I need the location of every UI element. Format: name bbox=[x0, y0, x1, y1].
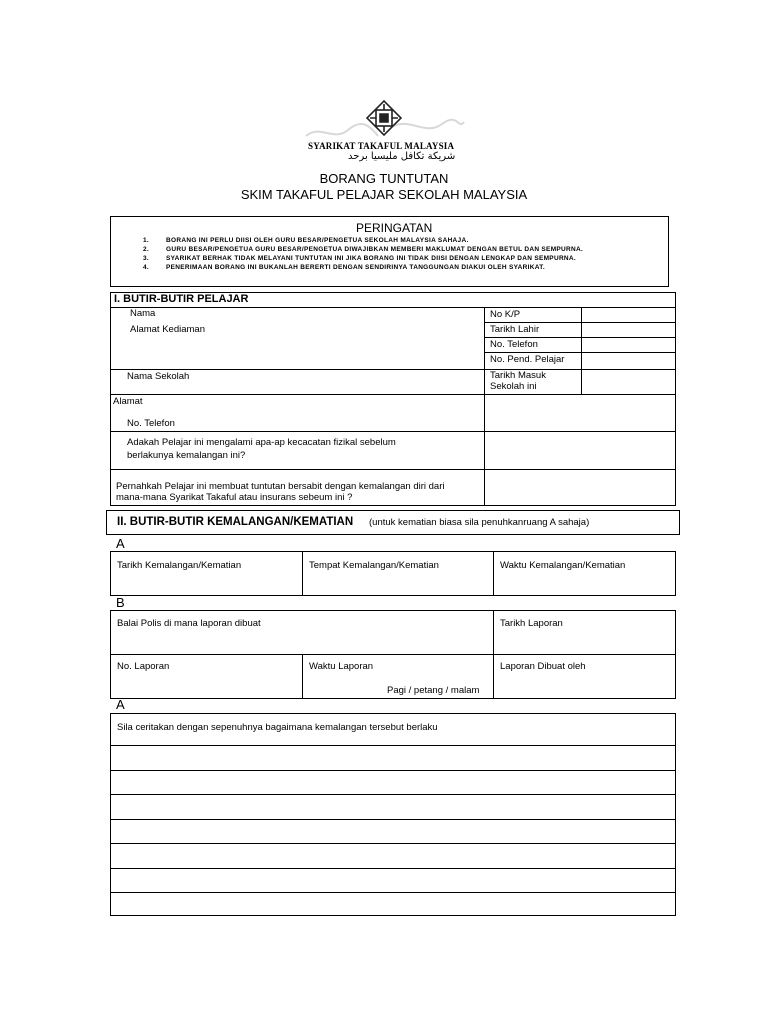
nama-field[interactable] bbox=[160, 309, 480, 321]
description-line-field[interactable] bbox=[112, 894, 674, 914]
warning-item-text: GURU BESAR/PENGETUA GURU BESAR/PENGETUA DIWAJIBKAN MEMBERI MAKLUMAT DENGAN BETUL DAN SEMPURNA. bbox=[166, 246, 584, 253]
divider bbox=[110, 843, 676, 844]
divider bbox=[302, 551, 303, 596]
section2-heading: II. BUTIR-BUTIR KEMALANGAN/KEMATIAN bbox=[117, 516, 354, 528]
tarikh-kemalangan-field[interactable] bbox=[112, 574, 300, 594]
divider bbox=[581, 307, 582, 394]
question-tuntutan: Pernahkah Pelajar ini membuat tuntutan bersabit dengan kemalangan diri dari bbox=[116, 481, 445, 492]
nama-sekolah-label: Nama Sekolah bbox=[127, 371, 190, 382]
warning-item-number: 2. bbox=[143, 246, 150, 253]
divider bbox=[110, 819, 676, 820]
pagi-petang-malam-option[interactable]: Pagi / petang / malam bbox=[387, 685, 480, 696]
part-c-letter: A bbox=[116, 697, 125, 712]
tarikh-kemalangan-label: Tarikh Kemalangan/Kematian bbox=[117, 560, 242, 571]
tarikh-lahir-label: Tarikh Lahir bbox=[490, 324, 540, 335]
part-b-letter: B bbox=[116, 595, 125, 610]
warning-heading: PERINGATAN bbox=[356, 221, 433, 235]
form-subtitle: SKIM TAKAFUL PELAJAR SEKOLAH MALAYSIA bbox=[240, 187, 528, 202]
warning-item-text: PENERIMAAN BORANG INI BUKANLAH BERERTI DENGAN SENDIRINYA TANGGUNGAN DIAKUI OLEH SYARIKAT. bbox=[166, 264, 545, 271]
laporan-dibuat-oleh-label: Laporan Dibuat oleh bbox=[500, 661, 586, 672]
divider bbox=[110, 469, 676, 470]
no-telefon-right-field[interactable] bbox=[583, 338, 675, 351]
answer-tuntutan-field[interactable] bbox=[486, 471, 674, 504]
description-line-field[interactable] bbox=[112, 796, 674, 818]
warning-item-number: 3. bbox=[143, 255, 150, 262]
divider bbox=[110, 868, 676, 869]
no-kp-field[interactable] bbox=[583, 308, 675, 321]
divider bbox=[110, 794, 676, 795]
tempat-kemalangan-label: Tempat Kemalangan/Kematian bbox=[309, 560, 439, 571]
no-pend-pelajar-field[interactable] bbox=[583, 353, 675, 368]
divider bbox=[110, 770, 676, 771]
tarikh-laporan-field[interactable] bbox=[495, 632, 674, 652]
nama-label: Nama bbox=[130, 308, 156, 319]
divider bbox=[110, 892, 676, 893]
description-line-field[interactable] bbox=[112, 772, 674, 793]
part-a-letter: A bbox=[116, 536, 125, 551]
tarikh-lahir-field[interactable] bbox=[583, 323, 675, 336]
tarikh-masuk-field[interactable] bbox=[583, 370, 675, 393]
no-laporan-field[interactable] bbox=[112, 675, 300, 697]
divider bbox=[110, 431, 676, 432]
question-tuntutan-line2: mana-mana Syarikat Takaful atau insurans sebeum ini ? bbox=[116, 492, 353, 503]
tempat-kemalangan-field[interactable] bbox=[304, 574, 491, 594]
warning-item-number: 1. bbox=[143, 237, 150, 244]
divider bbox=[493, 551, 494, 596]
question-kecacatan-line2: berlakunya kemalangan ini? bbox=[127, 450, 246, 461]
no-pend-pelajar-label: No. Pend. Pelajar bbox=[490, 354, 565, 365]
answer-kecacatan-field[interactable] bbox=[486, 433, 674, 467]
nama-sekolah-field[interactable] bbox=[200, 371, 480, 391]
logo-text-arabic: شريكة تكافل مليسيا برحد bbox=[348, 151, 456, 162]
tarikh-laporan-label: Tarikh Laporan bbox=[500, 618, 563, 629]
balai-polis-label: Balai Polis di mana laporan dibuat bbox=[117, 618, 261, 629]
divider bbox=[110, 394, 676, 395]
form-title: BORANG TUNTUTAN bbox=[319, 171, 449, 186]
question-kecacatan: Adakah Pelajar ini mengalami apa-ap kecacatan fizikal sebelum bbox=[127, 437, 396, 448]
description-line-field[interactable] bbox=[112, 845, 674, 867]
logo-text-latin: SYARIKAT TAKAFUL MALAYSIA bbox=[308, 141, 455, 151]
alamat-field[interactable] bbox=[160, 396, 670, 416]
divider bbox=[493, 610, 494, 699]
waktu-kemalangan-label: Waktu Kemalangan/Kematian bbox=[500, 560, 626, 571]
section2-note: (untuk kematian biasa sila penuhkanruang A sahaja) bbox=[369, 517, 590, 528]
description-line-field[interactable] bbox=[112, 821, 674, 842]
divider bbox=[302, 654, 303, 699]
alamat-kediaman-field[interactable] bbox=[215, 324, 480, 368]
description-line-field[interactable] bbox=[112, 870, 674, 891]
divider bbox=[110, 654, 676, 655]
section1-heading: I. BUTIR-BUTIR PELAJAR bbox=[114, 293, 249, 305]
tarikh-masuk-label-line2: Sekolah ini bbox=[490, 381, 537, 392]
waktu-laporan-label: Waktu Laporan bbox=[309, 661, 374, 672]
alamat-label: Alamat bbox=[113, 396, 143, 407]
alamat-kediaman-label: Alamat Kediaman bbox=[130, 324, 205, 335]
company-logo bbox=[300, 96, 468, 162]
no-telefon-right-label: No. Telefon bbox=[490, 339, 538, 350]
warning-item-text: BORANG INI PERLU DIISI OLEH GURU BESAR/PENGETUA SEKOLAH MALAYSIA SAHAJA. bbox=[166, 237, 469, 244]
description-line-field[interactable] bbox=[112, 747, 674, 769]
waktu-kemalangan-field[interactable] bbox=[495, 574, 674, 594]
no-laporan-label: No. Laporan bbox=[117, 661, 170, 672]
divider bbox=[110, 745, 676, 746]
ceritakan-label: Sila ceritakan dengan sepenuhnya bagaimana kemalangan tersebut berlaku bbox=[117, 722, 438, 733]
tarikh-masuk-label: Tarikh Masuk bbox=[490, 370, 546, 381]
balai-polis-field[interactable] bbox=[112, 632, 491, 652]
no-kp-label: No K/P bbox=[490, 309, 521, 320]
warning-item-text: SYARIKAT BERHAK TIDAK MELAYANI TUNTUTAN INI JIKA BORANG INI TIDAK DIISI DENGAN LENGKAP DAN SEMPURNA. bbox=[166, 255, 577, 262]
no-telefon-label: No. Telefon bbox=[127, 418, 175, 429]
warning-item-number: 4. bbox=[143, 264, 150, 271]
laporan-dibuat-oleh-field[interactable] bbox=[495, 675, 674, 697]
